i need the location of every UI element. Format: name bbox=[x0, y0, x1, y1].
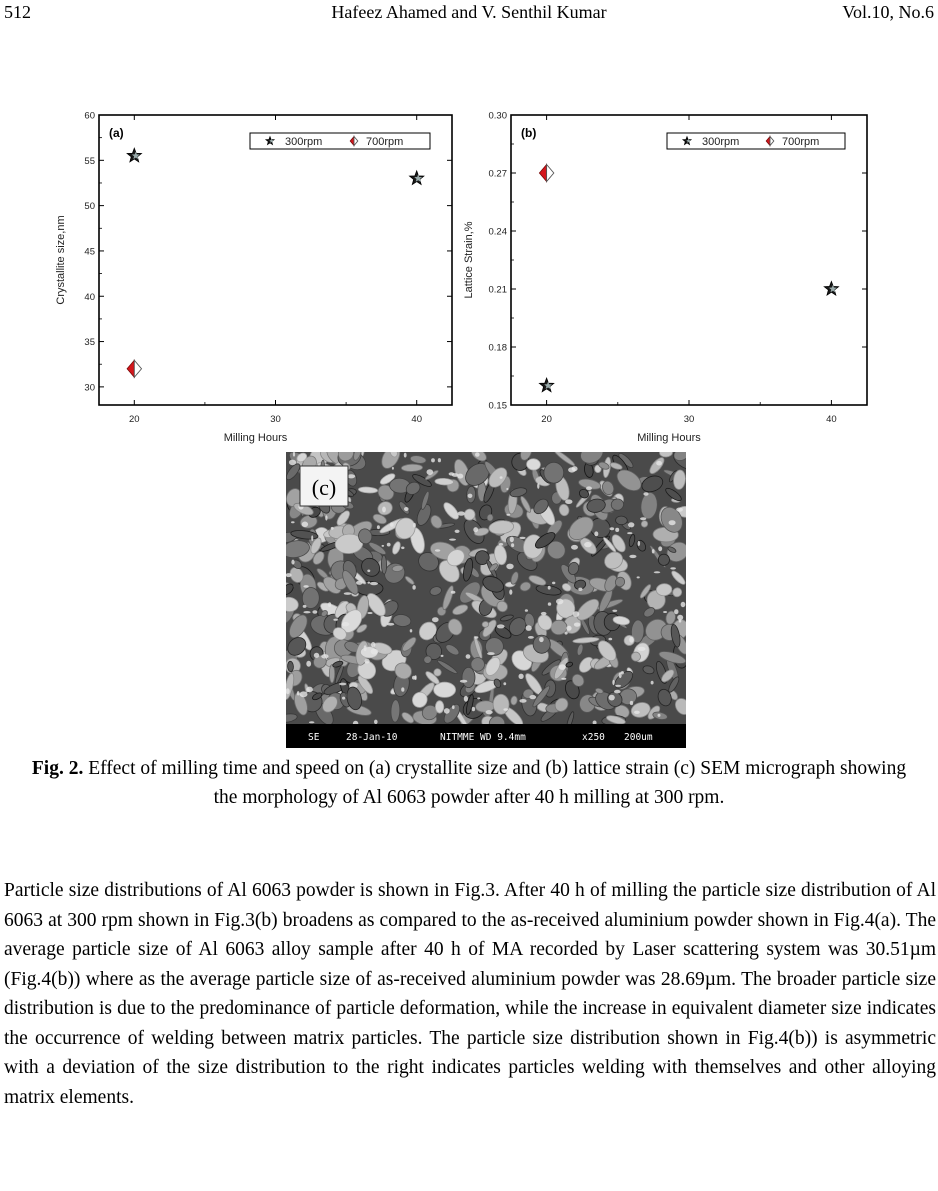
sem-highlight bbox=[541, 612, 547, 615]
sem-highlight bbox=[552, 582, 555, 585]
data-point-700rpm-0 bbox=[539, 165, 553, 182]
sem-highlight bbox=[584, 542, 592, 547]
sem-highlight bbox=[529, 695, 536, 699]
sem-highlight bbox=[382, 507, 386, 513]
sem-highlight bbox=[458, 511, 465, 515]
sem-highlight bbox=[412, 585, 415, 590]
sem-highlight bbox=[503, 708, 508, 711]
sem-highlight bbox=[415, 675, 417, 680]
sem-highlight bbox=[500, 476, 503, 479]
sem-highlight bbox=[565, 499, 572, 504]
sem-highlight bbox=[401, 687, 404, 691]
sem-highlight bbox=[658, 546, 662, 551]
y-tick-label: 55 bbox=[84, 155, 95, 167]
legend-entry-700rpm: 700rpm bbox=[782, 136, 820, 148]
sem-highlight bbox=[474, 636, 478, 638]
sem-particle bbox=[287, 661, 293, 672]
y-tick-label: 0.15 bbox=[488, 400, 507, 412]
figure-caption-text: Effect of milling time and speed on (a) crystallite size and (b) lattice strain (c) SEM micrograph showing the morphology of Al 6063 powder after 40 h milling at 300 rpm. bbox=[83, 758, 907, 808]
y-axis-label: Lattice Strain,% bbox=[463, 221, 475, 299]
sem-highlight bbox=[511, 543, 514, 547]
sem-highlight bbox=[367, 570, 370, 573]
sem-highlight bbox=[444, 708, 450, 714]
y-tick-label: 0.27 bbox=[488, 168, 507, 180]
sem-highlight bbox=[643, 492, 648, 495]
sem-highlight bbox=[289, 460, 296, 466]
sem-highlight bbox=[387, 543, 391, 547]
sem-highlight bbox=[628, 522, 634, 527]
sem-highlight bbox=[652, 549, 655, 553]
legend-entry-300rpm: 300rpm bbox=[702, 136, 740, 148]
sem-highlight bbox=[328, 602, 331, 607]
sem-particle bbox=[487, 514, 494, 522]
sem-highlight bbox=[608, 638, 612, 641]
sem-highlight bbox=[638, 541, 641, 546]
sem-highlight bbox=[487, 652, 494, 655]
sem-highlight bbox=[559, 664, 566, 670]
sem-highlight bbox=[342, 622, 349, 626]
sem-highlight bbox=[431, 458, 435, 462]
sem-highlight bbox=[455, 530, 460, 533]
sem-highlight bbox=[368, 582, 371, 584]
plot-frame bbox=[99, 115, 452, 405]
figure-caption bbox=[20, 754, 918, 812]
sem-highlight bbox=[297, 691, 300, 695]
sem-highlight bbox=[303, 585, 308, 588]
chart-crystallite-size bbox=[50, 104, 462, 448]
sem-panel-label: (c) bbox=[311, 475, 337, 500]
sem-highlight bbox=[314, 653, 319, 658]
sem-highlight bbox=[364, 645, 367, 651]
sem-highlight bbox=[371, 642, 375, 647]
data-point-700rpm-0-right bbox=[134, 360, 141, 377]
sem-highlight bbox=[291, 560, 294, 565]
sem-highlight bbox=[427, 469, 434, 475]
sem-highlight bbox=[449, 539, 456, 541]
sem-highlight bbox=[303, 605, 307, 608]
y-tick-label: 40 bbox=[84, 291, 95, 303]
x-tick-label: 40 bbox=[411, 414, 422, 425]
sem-highlight bbox=[638, 647, 646, 651]
sem-highlight bbox=[506, 514, 510, 516]
sem-highlight bbox=[367, 612, 372, 614]
data-point-700rpm-0-left bbox=[539, 165, 546, 182]
volume-info: Vol.10, No.6 bbox=[842, 2, 934, 22]
sem-highlight bbox=[609, 695, 615, 701]
sem-particle bbox=[482, 621, 490, 628]
x-tick-label: 40 bbox=[826, 414, 837, 425]
sem-highlight bbox=[404, 453, 407, 458]
sem-highlight bbox=[452, 705, 455, 709]
y-axis-label: Crystallite size,nm bbox=[55, 215, 67, 305]
legend-entry-300rpm: 300rpm bbox=[285, 136, 323, 148]
sem-highlight bbox=[629, 555, 636, 558]
sem-highlight bbox=[441, 655, 444, 657]
sem-highlight bbox=[627, 532, 632, 534]
sem-highlight bbox=[413, 523, 416, 528]
sem-databar-field: 200um bbox=[624, 732, 653, 743]
sem-highlight bbox=[519, 537, 525, 539]
y-tick-label: 50 bbox=[84, 201, 95, 213]
y-tick-label: 0.21 bbox=[488, 284, 507, 296]
sem-highlight bbox=[528, 636, 534, 639]
sem-highlight bbox=[578, 588, 582, 591]
sem-highlight bbox=[370, 582, 378, 585]
x-tick-label: 30 bbox=[683, 414, 695, 425]
sem-databar-field: NITMME WD 9.4mm bbox=[440, 732, 526, 743]
data-point-700rpm-0-right bbox=[547, 165, 554, 182]
sem-highlight bbox=[325, 515, 327, 520]
sem-highlight bbox=[634, 711, 640, 714]
sem-highlight bbox=[663, 611, 667, 613]
sem-highlight bbox=[571, 545, 578, 550]
data-point-700rpm-0 bbox=[127, 360, 141, 377]
y-tick-label: 45 bbox=[84, 246, 95, 258]
sem-highlight bbox=[356, 581, 363, 585]
running-title: Hafeez Ahamed and V. Senthil Kumar bbox=[331, 2, 607, 22]
sem-highlight bbox=[464, 696, 468, 702]
sem-highlight bbox=[321, 654, 328, 658]
figure-label: Fig. 2. bbox=[31, 758, 84, 779]
sem-highlight bbox=[637, 576, 640, 578]
chart-lattice-strain bbox=[460, 104, 880, 448]
data-point-700rpm-0-left bbox=[127, 360, 134, 377]
sem-highlight bbox=[572, 466, 578, 471]
sem-highlight bbox=[615, 528, 619, 532]
sem-highlight bbox=[306, 661, 311, 667]
sem-highlight bbox=[303, 611, 310, 613]
sem-highlight bbox=[472, 707, 475, 711]
sem-highlight bbox=[499, 543, 503, 546]
x-tick-label: 30 bbox=[270, 414, 281, 425]
sem-highlight bbox=[435, 549, 440, 552]
sem-highlight bbox=[306, 687, 313, 693]
sem-highlight bbox=[291, 521, 295, 523]
sem-highlight bbox=[537, 483, 539, 489]
sem-highlight bbox=[390, 522, 394, 526]
sem-highlight bbox=[377, 525, 380, 529]
sem-highlight bbox=[473, 527, 478, 532]
sem-particle bbox=[462, 667, 475, 687]
sem-highlight bbox=[525, 609, 528, 612]
sem-highlight bbox=[302, 522, 308, 528]
sem-highlight bbox=[670, 567, 676, 569]
page-number: 512 bbox=[4, 2, 31, 22]
sem-highlight bbox=[519, 674, 524, 679]
sem-image bbox=[286, 452, 686, 748]
sem-highlight bbox=[640, 517, 646, 520]
sem-particle bbox=[434, 682, 456, 697]
sem-highlight bbox=[503, 682, 506, 685]
sem-highlight bbox=[676, 508, 683, 512]
sem-highlight bbox=[566, 626, 571, 631]
sem-highlight bbox=[509, 589, 512, 594]
sem-highlight bbox=[614, 690, 621, 694]
sem-highlight bbox=[519, 699, 526, 703]
x-tick-label: 20 bbox=[129, 414, 140, 425]
sem-highlight bbox=[486, 710, 493, 714]
sem-particle bbox=[615, 516, 627, 525]
sem-highlight bbox=[331, 527, 334, 530]
sem-highlight bbox=[506, 488, 508, 490]
y-tick-label: 60 bbox=[84, 110, 95, 122]
sem-highlight bbox=[612, 680, 614, 685]
sem-highlight bbox=[548, 586, 551, 590]
sem-highlight bbox=[677, 615, 683, 620]
sem-highlight bbox=[586, 486, 592, 490]
sem-highlight bbox=[573, 611, 580, 617]
sem-highlight bbox=[371, 649, 379, 655]
sem-highlight bbox=[612, 610, 617, 612]
sem-highlight bbox=[387, 623, 394, 626]
plot-frame bbox=[511, 115, 867, 405]
sem-highlight bbox=[594, 531, 598, 536]
sem-highlight bbox=[669, 520, 676, 525]
sem-highlight bbox=[309, 721, 315, 723]
sem-highlight bbox=[574, 623, 580, 627]
y-tick-label: 0.30 bbox=[488, 110, 507, 122]
sem-highlight bbox=[401, 547, 404, 550]
sem-particle bbox=[433, 668, 441, 676]
sem-highlight bbox=[466, 654, 471, 659]
sem-highlight bbox=[630, 701, 633, 705]
sem-highlight bbox=[374, 720, 378, 725]
x-tick-label: 20 bbox=[541, 414, 552, 425]
y-tick-label: 0.24 bbox=[488, 226, 507, 238]
sem-highlight bbox=[556, 599, 563, 605]
body-paragraph: Particle size distributions of Al 6063 powder is shown in Fig.3. After 40 h of milling the particle size distribution of Al 6063 at 300 rpm shown in Fig.3(b) broadens as compared to the as-received aluminium powder shown in Fig.4(a). The average particle size of Al 6063 alloy sample after 40 h of MA recorded by Laser scattering system was 30.51µm (Fig.4(b)) where as the average particle size of as-received aluminium powder was 28.69µm. The broader particle size distribution is due to the predominance of particle deformation, while the increase in equivalent diameter size indicates the occurrence of welding between matrix particles. The particle size distribution shown in Fig.4(b)) is asymmetric with a deviation of the size distribution to the right indicates particles welding with themselves and other alloying matrix elements. bbox=[4, 880, 936, 1108]
sem-highlight bbox=[452, 473, 459, 477]
sem-highlight bbox=[539, 637, 544, 642]
sem-particle bbox=[435, 701, 443, 713]
sem-highlight bbox=[382, 545, 385, 547]
sem-highlight bbox=[565, 632, 568, 635]
sem-databar-field: 28-Jan-10 bbox=[346, 732, 398, 743]
sem-particle bbox=[544, 462, 565, 483]
sem-highlight bbox=[451, 591, 456, 594]
sem-highlight bbox=[404, 507, 409, 511]
sem-databar-field: x250 bbox=[582, 732, 605, 743]
sem-highlight bbox=[610, 527, 615, 530]
sem-highlight bbox=[468, 494, 473, 498]
sem-highlight bbox=[654, 571, 661, 573]
sem-highlight bbox=[651, 681, 654, 685]
sem-highlight bbox=[333, 619, 338, 621]
sem-highlight bbox=[658, 714, 661, 717]
sem-highlight bbox=[526, 625, 532, 631]
sem-highlight bbox=[312, 610, 317, 613]
sem-databar-field: SE bbox=[308, 732, 320, 743]
sem-highlight bbox=[293, 452, 295, 457]
sem-highlight bbox=[460, 680, 467, 683]
panel-label: (b) bbox=[521, 126, 537, 140]
y-tick-label: 35 bbox=[84, 337, 95, 349]
sem-highlight bbox=[656, 461, 662, 466]
sem-highlight bbox=[615, 685, 621, 687]
sem-highlight bbox=[300, 691, 308, 697]
sem-highlight bbox=[681, 602, 686, 607]
y-tick-label: 0.18 bbox=[488, 342, 507, 354]
sem-highlight bbox=[365, 659, 370, 664]
x-axis-label: Milling Hours bbox=[223, 432, 288, 444]
y-tick-label: 30 bbox=[84, 382, 95, 394]
sem-highlight bbox=[506, 564, 513, 570]
sem-highlight bbox=[548, 602, 551, 605]
sem-highlight bbox=[619, 672, 622, 678]
legend-entry-700rpm: 700rpm bbox=[366, 136, 404, 148]
sem-highlight bbox=[477, 697, 480, 699]
x-axis-label: Milling Hours bbox=[637, 432, 701, 444]
sem-particle bbox=[381, 555, 387, 574]
sem-highlight bbox=[674, 609, 678, 614]
sem-micrograph bbox=[286, 452, 686, 748]
sem-highlight bbox=[344, 592, 352, 595]
sem-highlight bbox=[475, 452, 480, 456]
sem-highlight bbox=[629, 637, 633, 643]
sem-highlight bbox=[561, 678, 566, 680]
sem-highlight bbox=[342, 697, 345, 700]
sem-highlight bbox=[410, 629, 413, 632]
sem-highlight bbox=[510, 537, 514, 543]
sem-highlight bbox=[438, 458, 441, 462]
page-header bbox=[0, 2, 938, 26]
sem-highlight bbox=[497, 624, 505, 628]
sem-highlight bbox=[432, 617, 439, 622]
sem-highlight bbox=[339, 683, 346, 686]
sem-highlight bbox=[311, 535, 313, 541]
panel-label: (a) bbox=[109, 126, 124, 140]
sem-highlight bbox=[392, 467, 394, 470]
